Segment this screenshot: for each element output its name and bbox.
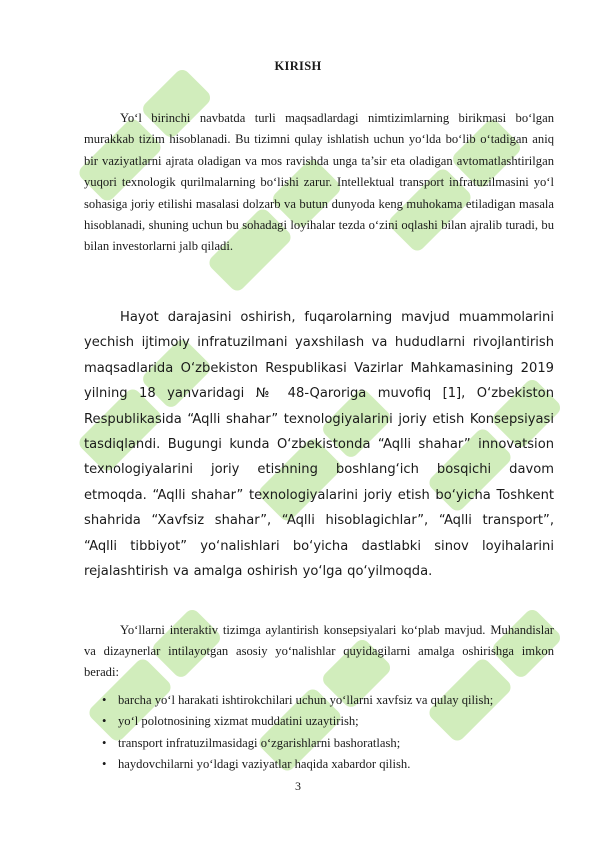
list-item xyxy=(102,733,558,754)
intro-paragraph: Yo‘l birinchi navbatda turli maqsadlardagi nimtizimlarning birikmasi bo‘lgan murakkab tizim hisoblanadi. Bu tizimni qulay ishlatish uchun yo‘lda bo‘lib o‘tadigan aniq bir vaziyatlarni ajrata oladigan va mos ravishda unga ta’sir eta oladigan avtomatlashtirilgan yuqori texnologik qurilmalarning bo‘lishi zarur. Intellektual transport infratuzilmasini yo‘l sohasiga joriy etilishi masalasi dolzarb va butun dunyoda keng muhokama etiladigan masala hisoblanadi, shuning uchun bu sohadagi loyihalar tezda o‘zini oqlashi bilan ajralib turadi, bu bilan investorlarni jalb qiladi. xyxy=(84,111,554,254)
page-number: 3 xyxy=(295,779,301,793)
bullet-icon: • xyxy=(102,735,107,750)
bullet-icon: • xyxy=(102,714,107,729)
list-item xyxy=(102,754,558,775)
goals-list xyxy=(102,690,558,776)
page-title: KIRISH xyxy=(274,59,322,73)
bullet-icon: • xyxy=(102,693,107,707)
list-item-text: barcha yo‘l harakati ishtirokchilari uchun yo‘llarni xavfsiz va qulay qilish; xyxy=(118,693,494,707)
bullet-icon: • xyxy=(102,757,107,772)
list-item xyxy=(102,690,558,711)
list-item-text: haydovchilarni yo‘ldagi vaziyatlar haqida xabardor qilish. xyxy=(118,757,411,772)
road-concepts-paragraph: Yo‘llarni interaktiv tizimga aylantirish konsepsiyalari ko‘plab mavjud. Muhandislar va dizaynerlar intilayotgan asosiy yo‘nalishlar quyidagilarni amalga oshirishga imkon beradi: xyxy=(84,623,554,679)
list-item-text: transport infratuzilmasidagi o‘zgarishlarni bashoratlash; xyxy=(118,735,401,750)
smart-city-paragraph: Hayot darajasini oshirish, fuqarolarning mavjud muammolarini yechish ijtimoiy infratuzilmani yaxshilash va hududlarni rivojlantirish maqsadlarida O‘zbekiston Respublikasi Vazirlar Mahkamasining 2019 yilning 18 yanvaridagi № 48-Qaroriga muvofiq [1], O‘zbekiston Respublikasida “Aqlli shahar” texnologiyalarini joriy etish Konsepsiyasi tasdiqlandi. Bugungi kunda O‘zbekistonda “Aqlli shahar” innovatsion texnologiyalarini joriy etishning boshlang‘ich bosqichi davom etmoqda. “Aqlli shahar” texnologiyalarini joriy etish bo‘yicha Toshkent shahrida “Xavfsiz shahar”, “Aqlli hisoblagichlar”, “Aqlli transport”, “Aqlli tibbiyot” yo‘nalishlari bo‘yicha dastlabki sinov loyihalarini rejalashtirish va amalga oshirish yo‘lga qo‘yilmoqda. xyxy=(84,310,554,580)
list-item-text: yo‘l polotnosining xizmat muddatini uzaytirish; xyxy=(118,714,359,729)
list-item xyxy=(102,711,558,732)
